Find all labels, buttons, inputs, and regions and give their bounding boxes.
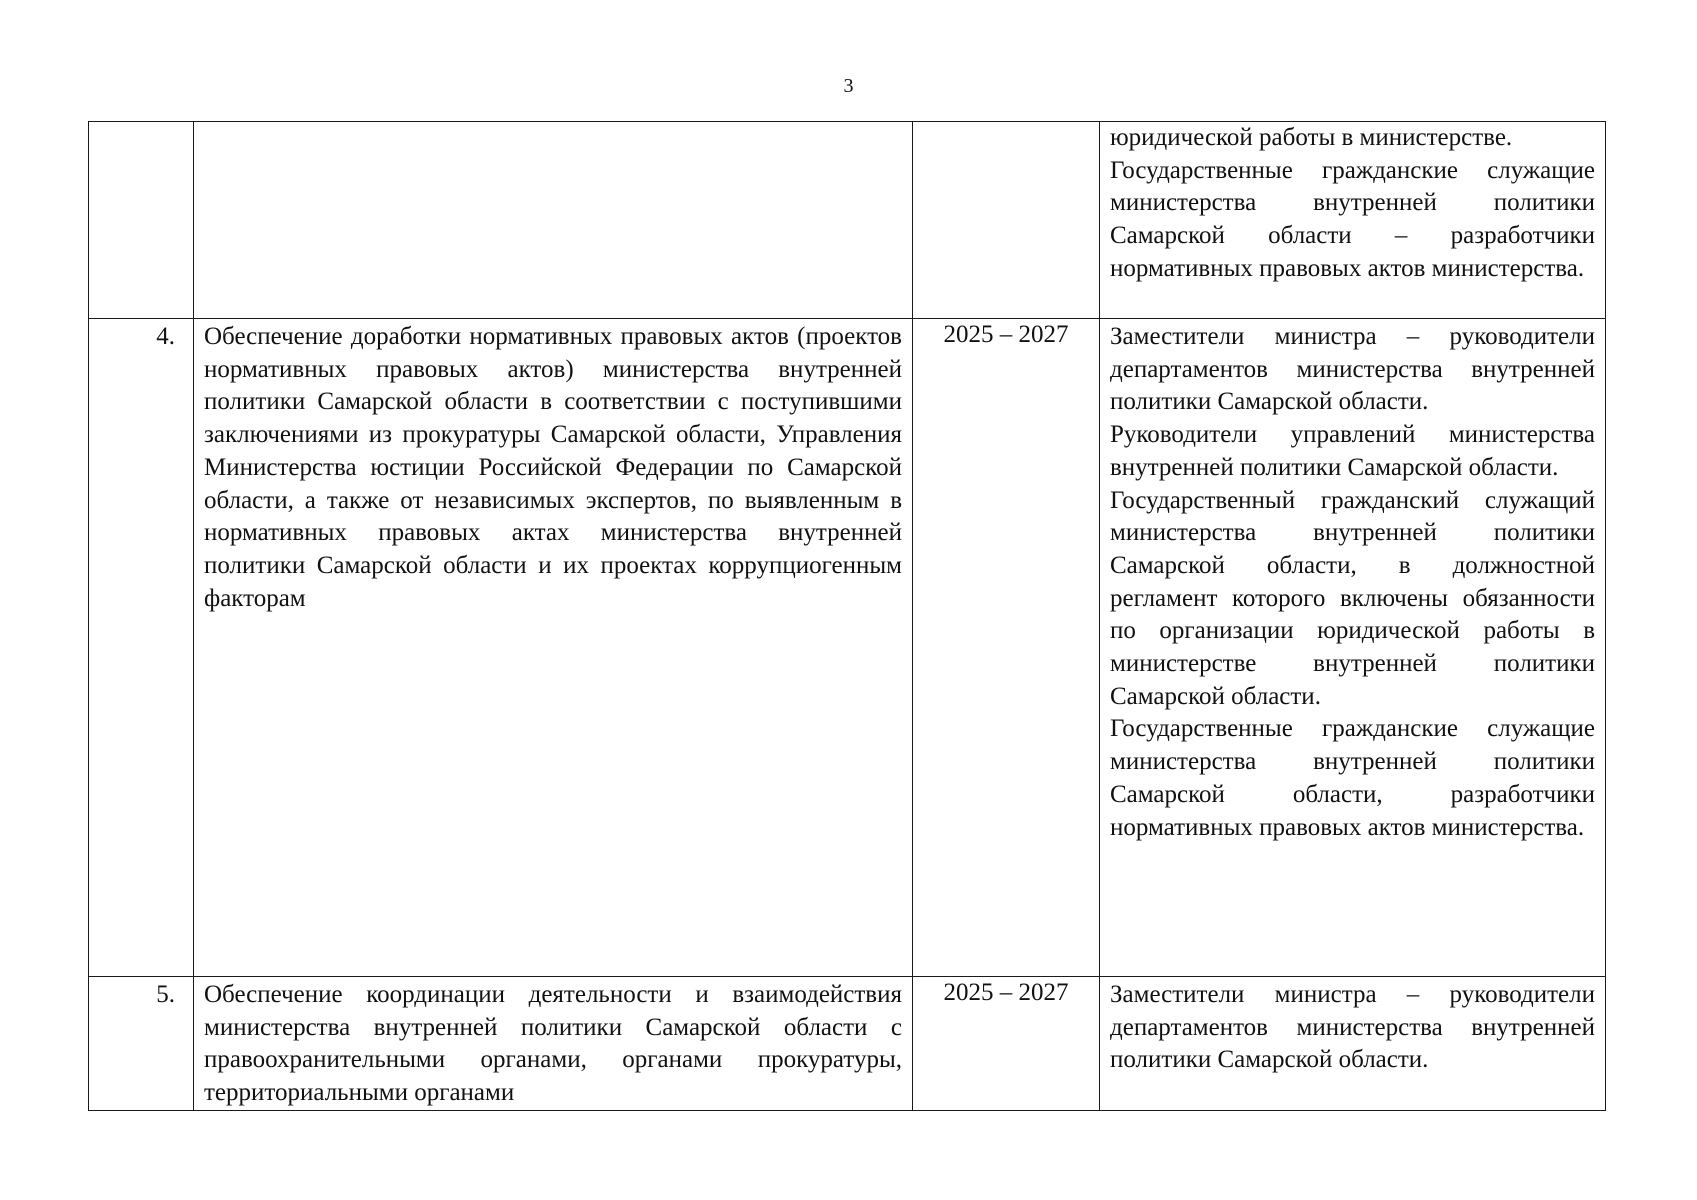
table-row (89, 122, 1606, 319)
responsible-paragraph: Руководители управлений министерства внутренней политики Самарской области. (1110, 421, 1595, 481)
page-number: 3 (843, 75, 854, 97)
term-cell: 2025 – 2027 (913, 977, 1100, 1111)
responsible-paragraph: Государственные гражданские служащие министерства внутренней политики Самарской области – разработчики нормативных правовых актов министерства. (1110, 156, 1595, 282)
responsible-paragraph: Заместители министра – руководители департаментов министерства внутренней политики Самарской области. (1110, 323, 1595, 416)
row-number (89, 122, 194, 319)
measures-table (88, 121, 1606, 1111)
term-cell (913, 122, 1100, 319)
table-row (89, 977, 1606, 1111)
responsible-cell (1100, 319, 1606, 977)
event-cell: Обеспечение доработки нормативных правовых актов (проектов нормативных правовых актов) министерства внутренней политики Самарской области в соответствии с поступившими заключениями из прокуратуры Самарской области, Управления Министерства юстиции Российской Федерации по Самарской области, а также от независимых экспертов, по выявленным в нормативных правовых актах министерства внутренней политики Самарской области и их проектах коррупциогенным факторам (194, 319, 913, 977)
table-row (89, 319, 1606, 977)
term-cell: 2025 – 2027 (913, 319, 1100, 977)
row-number: 4. (89, 319, 194, 977)
responsible-cell (1100, 122, 1606, 319)
event-cell (194, 122, 913, 319)
responsible-paragraph: юридической работы в министерстве. (1110, 124, 1513, 151)
responsible-paragraph: Заместители министра – руководители департаментов министерства внутренней политики Самарской области. (1110, 981, 1595, 1074)
responsible-cell (1100, 977, 1606, 1111)
event-cell: Обеспечение координации деятельности и взаимодействия министерства внутренней политики Самарской области с правоохранительными органами, органами прокуратуры, территориальными органами (194, 977, 913, 1111)
row-number: 5. (89, 977, 194, 1111)
responsible-paragraph: Государственные гражданские служащие министерства внутренней политики Самарской области, разработчики нормативных правовых актов министерства. (1110, 715, 1595, 841)
responsible-paragraph: Государственный гражданский служащий министерства внутренней политики Самарской области, в должностной регламент которого включены обязанности по организации юридической работы в министерстве внутренней политики Самарской области. (1110, 486, 1595, 710)
